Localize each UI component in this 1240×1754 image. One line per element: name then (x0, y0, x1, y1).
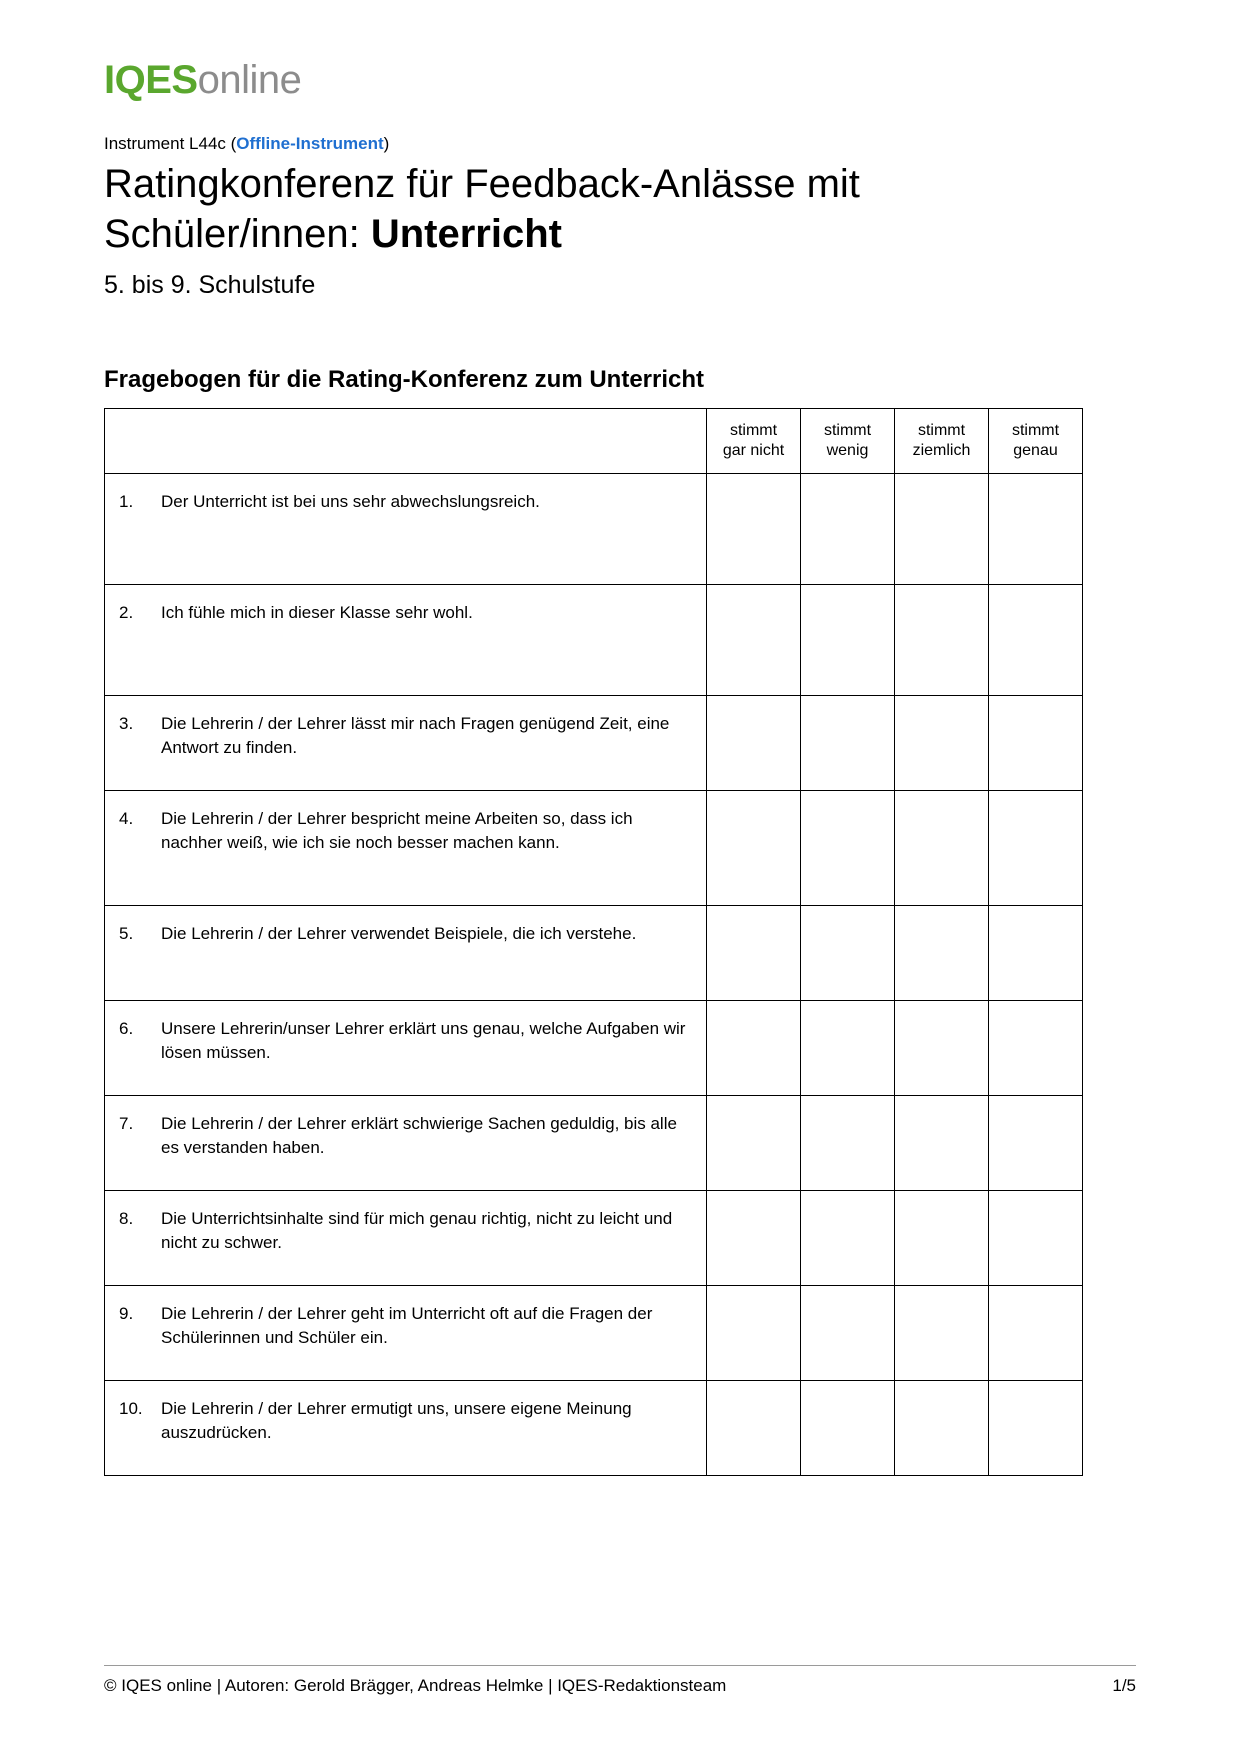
scale-label-line1: stimmt (1011, 422, 1060, 440)
question-cell (105, 696, 707, 791)
answer-cell-stimmt-gar-nicht[interactable] (707, 1191, 801, 1286)
question-text: Die Unterrichtsinhalte sind für mich genau richtig, nicht zu leicht und nicht zu schwer. (161, 1209, 673, 1253)
page-title-line1: Ratingkonferenz für Feedback-Anlässe mit (104, 162, 860, 206)
question-text: Die Lehrerin / der Lehrer bespricht meine Arbeiten so, dass ich nachher weiß, wie ich sie noch besser machen kann. (161, 809, 633, 853)
question-cell (105, 1096, 707, 1191)
scale-label-line2: ziemlich (912, 442, 971, 460)
page-subtitle: 5. bis 9. Schulstufe (104, 271, 316, 300)
iqes-online-logo (104, 60, 1136, 100)
question-cell (105, 1286, 707, 1381)
answer-cell-stimmt-genau[interactable] (989, 696, 1083, 791)
answer-cell-stimmt-gar-nicht[interactable] (707, 1096, 801, 1191)
answer-cell-stimmt-genau[interactable] (989, 1191, 1083, 1286)
instrument-suffix: ) (383, 134, 390, 153)
answer-cell-stimmt-genau[interactable] (989, 585, 1083, 696)
answer-cell-stimmt-wenig[interactable] (801, 906, 895, 1001)
column-header-stimmt-wenig (801, 409, 895, 474)
rating-table-head (105, 409, 1083, 474)
scale-label-line1: stimmt (729, 422, 778, 440)
answer-cell-stimmt-ziemlich[interactable] (895, 1096, 989, 1191)
question-text: Der Unterricht ist bei uns sehr abwechslungsreich. (161, 492, 540, 512)
table-row (105, 585, 1083, 696)
answer-cell-stimmt-wenig[interactable] (801, 1381, 895, 1476)
answer-cell-stimmt-gar-nicht[interactable] (707, 696, 801, 791)
column-header-question (105, 409, 707, 474)
scale-label-line2: wenig (826, 442, 869, 460)
answer-cell-stimmt-genau[interactable] (989, 906, 1083, 1001)
answer-cell-stimmt-ziemlich[interactable] (895, 1286, 989, 1381)
scale-label-line2: gar nicht (722, 442, 785, 460)
answer-cell-stimmt-wenig[interactable] (801, 1286, 895, 1381)
question-text: Die Lehrerin / der Lehrer verwendet Beispiele, die ich verstehe. (161, 924, 637, 944)
instrument-line (104, 134, 1136, 154)
column-header-stimmt-genau (989, 409, 1083, 474)
table-row (105, 1001, 1083, 1096)
question-number: 7. (119, 1114, 134, 1134)
question-text: Die Lehrerin / der Lehrer ermutigt uns, unsere eigene Meinung auszudrücken. (161, 1399, 632, 1443)
answer-cell-stimmt-wenig[interactable] (801, 791, 895, 906)
answer-cell-stimmt-wenig[interactable] (801, 1096, 895, 1191)
column-header-stimmt-gar-nicht (707, 409, 801, 474)
table-row (105, 696, 1083, 791)
logo-primary-text: IQES (104, 58, 198, 102)
answer-cell-stimmt-gar-nicht[interactable] (707, 906, 801, 1001)
answer-cell-stimmt-wenig[interactable] (801, 474, 895, 585)
question-number: 6. (119, 1019, 134, 1039)
answer-cell-stimmt-wenig[interactable] (801, 585, 895, 696)
table-row (105, 1191, 1083, 1286)
answer-cell-stimmt-gar-nicht[interactable] (707, 585, 801, 696)
page-footer (104, 1665, 1136, 1696)
question-number: 4. (119, 809, 134, 829)
section-title: Fragebogen für die Rating-Konferenz zum Unterricht (104, 366, 705, 394)
answer-cell-stimmt-gar-nicht[interactable] (707, 791, 801, 906)
column-header-stimmt-ziemlich (895, 409, 989, 474)
instrument-prefix: Instrument L44c ( (104, 134, 237, 153)
question-cell (105, 474, 707, 585)
question-cell (105, 1191, 707, 1286)
answer-cell-stimmt-genau[interactable] (989, 1286, 1083, 1381)
question-text: Die Lehrerin / der Lehrer lässt mir nach Fragen genügend Zeit, eine Antwort zu finden. (161, 714, 670, 758)
question-cell (105, 791, 707, 906)
question-text: Die Lehrerin / der Lehrer erklärt schwierige Sachen geduldig, bis alle es verstanden haben. (161, 1114, 677, 1158)
answer-cell-stimmt-ziemlich[interactable] (895, 1001, 989, 1096)
footer-credits: © IQES online | Autoren: Gerold Brägger, Andreas Helmke | IQES-Redaktionsteam (104, 1676, 727, 1695)
scale-label-line2: genau (1013, 442, 1058, 460)
table-row (105, 474, 1083, 585)
question-number: 3. (119, 714, 134, 734)
answer-cell-stimmt-wenig[interactable] (801, 1001, 895, 1096)
question-text: Die Lehrerin / der Lehrer geht im Unterricht oft auf die Fragen der Schülerinnen und Schüler ein. (161, 1304, 653, 1348)
question-text: Ich fühle mich in dieser Klasse sehr wohl. (161, 603, 473, 623)
table-row (105, 1286, 1083, 1381)
question-cell (105, 906, 707, 1001)
answer-cell-stimmt-wenig[interactable] (801, 1191, 895, 1286)
answer-cell-stimmt-ziemlich[interactable] (895, 474, 989, 585)
question-cell (105, 1381, 707, 1476)
answer-cell-stimmt-gar-nicht[interactable] (707, 1286, 801, 1381)
answer-cell-stimmt-gar-nicht[interactable] (707, 1381, 801, 1476)
question-number: 2. (119, 603, 134, 623)
question-cell (105, 1001, 707, 1096)
offline-instrument-link[interactable]: Offline-Instrument (236, 134, 384, 153)
answer-cell-stimmt-genau[interactable] (989, 1001, 1083, 1096)
question-number: 9. (119, 1304, 134, 1324)
question-cell (105, 585, 707, 696)
answer-cell-stimmt-ziemlich[interactable] (895, 585, 989, 696)
answer-cell-stimmt-ziemlich[interactable] (895, 906, 989, 1001)
logo-secondary-text: online (197, 58, 302, 102)
table-row (105, 906, 1083, 1001)
page-title (104, 160, 1136, 259)
answer-cell-stimmt-gar-nicht[interactable] (707, 1001, 801, 1096)
answer-cell-stimmt-gar-nicht[interactable] (707, 474, 801, 585)
footer-page-number: 1/5 (1112, 1676, 1136, 1695)
question-number: 10. (119, 1399, 143, 1419)
table-row (105, 791, 1083, 906)
question-number: 8. (119, 1209, 134, 1229)
answer-cell-stimmt-ziemlich[interactable] (895, 1191, 989, 1286)
question-number: 5. (119, 924, 134, 944)
page-title-emphasis: Unterricht (370, 211, 562, 256)
table-row (105, 1381, 1083, 1476)
answer-cell-stimmt-ziemlich[interactable] (895, 696, 989, 791)
page-title-line2: Schüler/innen: (104, 211, 371, 256)
answer-cell-stimmt-genau[interactable] (989, 474, 1083, 585)
answer-cell-stimmt-genau[interactable] (989, 1381, 1083, 1476)
answer-cell-stimmt-ziemlich[interactable] (895, 1381, 989, 1476)
answer-cell-stimmt-genau[interactable] (989, 1096, 1083, 1191)
answer-cell-stimmt-genau[interactable] (989, 791, 1083, 906)
scale-label-line1: stimmt (917, 422, 966, 440)
question-text: Unsere Lehrerin/unser Lehrer erklärt uns genau, welche Aufgaben wir lösen müssen. (161, 1019, 686, 1063)
question-number: 1. (119, 492, 134, 512)
rating-table (104, 408, 1083, 1476)
table-header-row (105, 409, 1083, 474)
answer-cell-stimmt-ziemlich[interactable] (895, 791, 989, 906)
answer-cell-stimmt-wenig[interactable] (801, 696, 895, 791)
table-row (105, 1096, 1083, 1191)
scale-label-line1: stimmt (823, 422, 872, 440)
rating-table-body (105, 474, 1083, 1476)
